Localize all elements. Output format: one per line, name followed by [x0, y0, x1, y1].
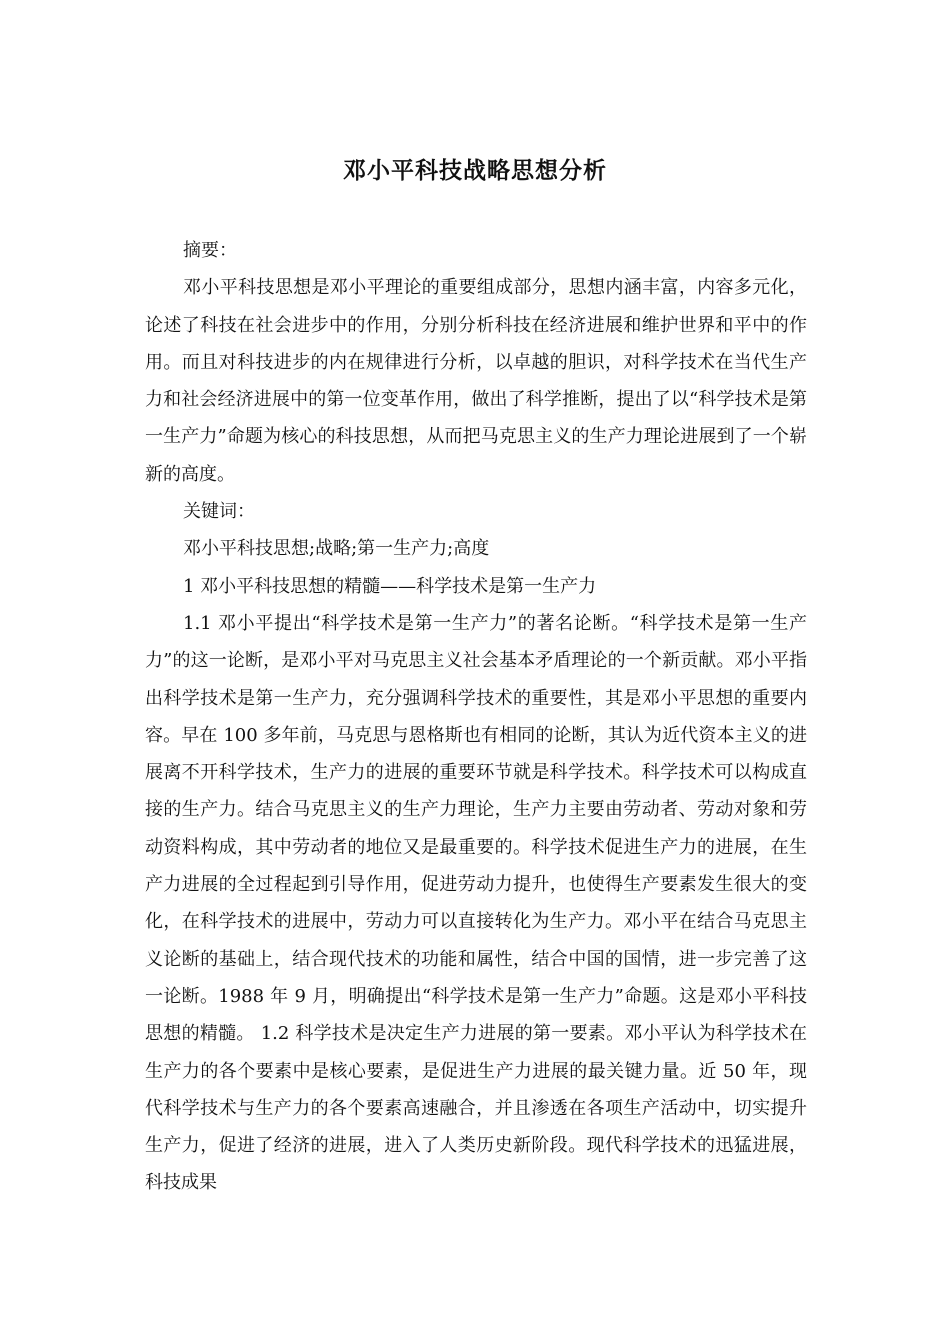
keywords-label: 关键词：: [183, 501, 255, 523]
section-paragraph: 1.1 邓小平提出“科学技术是第一生产力”的著名论断。“科学技术是第一生产力”的这一论断，是邓小平对马克思主义社会基本矛盾理论的一个新贡献。邓小平指出科学技术是第一生产力，充分强调科学技术的重要性，其是邓小平思想的重要内容。早在 100 多年前，马克思与恩格斯也有相同的论断，其认为近代资本主义的进展离不开科学技术，生产力的进展的重要环节就是科学技术。科学技术可以构成直接的生产力。结合马克思主义的生产力理论，生产力主要由劳动者、劳动对象和劳动资料构成，其中劳动者的地位又是最重要的。科学技术促进生产力的进展，在生产力进展的全过程起到引导作用，促进劳动力提升，也使得生产要素发生很大的变化，在科学技术的进展中，劳动力可以直接转化为生产力。邓小平在结合马克思主义论断的基础上，结合现代技术的功能和属性，结合中国的国情，进一步完善了这一论断。1988 年 9 月，明确提出“科学技术是第一生产力”命题。这是邓小平科技思想的精髓。 1.2 科学技术是决定生产力进展的第一要素。邓小平认为科学技术在生产力的各个要素中是核心要素，是促进生产力进展的最关键力量。近 50 年，现代科学技术与生产力的各个要素高速融合，并且渗透在各项生产活动中，切实提升生产力，促进了经济的进展，进入了人类历史新阶段。现代科学技术的迅猛进展，科技成果: [145, 612, 807, 1194]
section-heading: 1 邓小平科技思想的精髓——科学技术是第一生产力: [183, 575, 597, 597]
document-body: [145, 232, 807, 1202]
document-title: 邓小平科技战略思想分析: [343, 158, 607, 184]
abstract-paragraph: 邓小平科技思想是邓小平理论的重要组成部分，思想内涵丰富，内容多元化，论述了科技在社会进步中的作用，分别分析科技在经济进展和维护世界和平中的作用。而且对科技进步的内在规律进行分析，以卓越的胆识，对科学技术在当代生产力和社会经济进展中的第一位变革作用，做出了科学推断，提出了以“科学技术是第一生产力”命题为核心的科技思想，从而把马克思主义的生产力理论进展到了一个崭新的高度。: [145, 277, 807, 485]
keywords-paragraph: 邓小平科技思想;战略;第一生产力;高度: [183, 538, 490, 560]
abstract-label: 摘要：: [183, 240, 237, 261]
